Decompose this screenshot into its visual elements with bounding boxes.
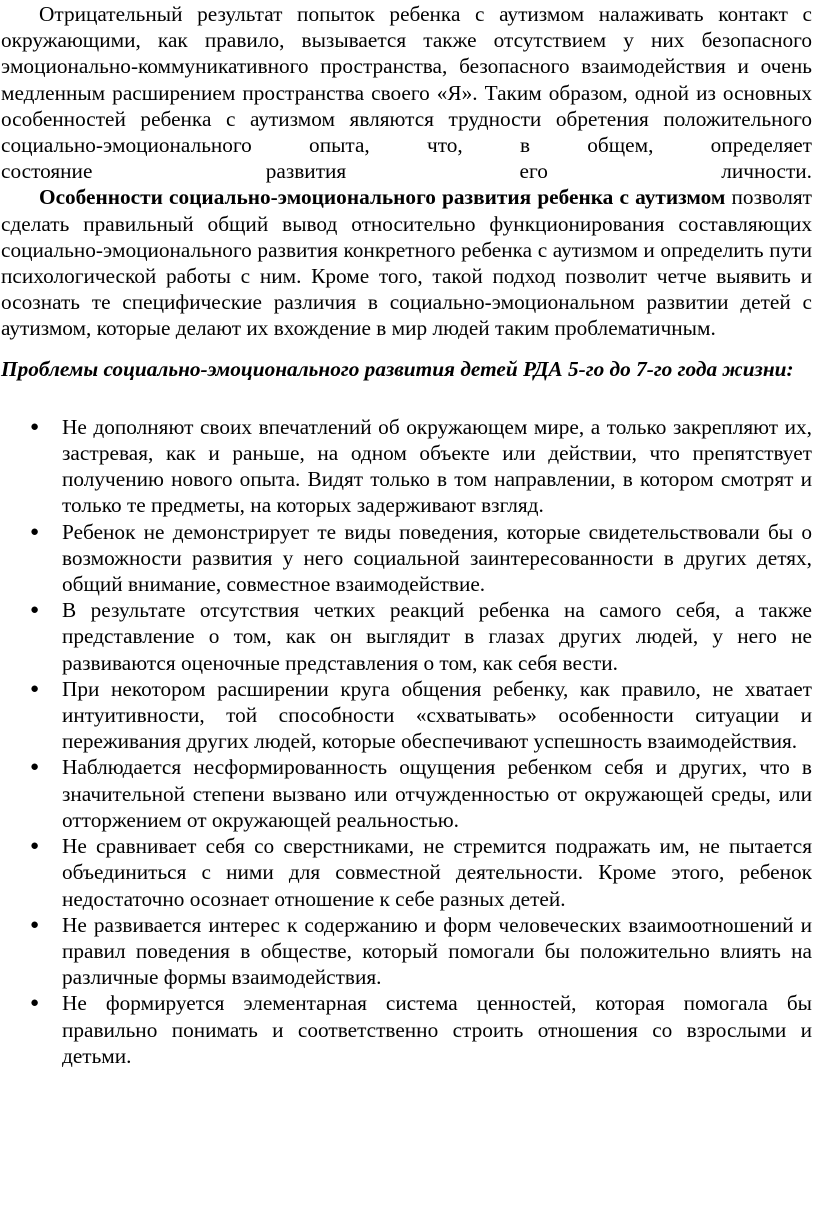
list-item [1,990,812,1069]
bullet-dot-icon: ● [30,602,40,619]
list-item [1,833,812,912]
list-item [1,912,812,991]
bullet-dot-icon: ● [30,418,40,435]
list-item [1,597,812,676]
bullet-dot-icon: ● [30,680,40,697]
list-item-text: При некотором расширении круга общения ребенку, как правило, не хватает интуитивности, той способности «схватывать» особенности ситуации и переживания других людей, которые обеспечивают успешность взаимодействия. [62,676,812,754]
list-item [1,676,812,755]
list-item-text: Не дополняют своих впечатлений об окружающем мире, а только закрепляют их, застревая, как и раньше, на одном объекте или действии, что препятствует получению нового опыта. Видят только в том направлении, в котором смотрят и только те предметы, на которых задерживают взгляд. [62,414,812,518]
bullet-dot-icon: ● [30,523,40,540]
paragraph-intro-last-line-text: состояние развития его личности. [1,159,812,184]
list-item-text: Ребенок не демонстрирует те виды поведения, которые свидетельствовали бы о возможности развития у него социальной заинтересованности в других детях, общий внимание, совместное взаимодействие. [62,519,812,597]
paragraph-features-text: позволят сделать правильный общий вывод относительно функционирования составляющих социально-эмоционального развития конкретного ребенка с аутизмом и определить пути психологической работы с ним. Кроме того, такой подход позволит четче выявить и осознать те специфические различия в социально-эмоциональном развитии детей с аутизмом, которые делают их вхождение в мир людей таким проблематичным. [1,185,812,341]
paragraph-features [1,184,812,341]
list-item-text: В результате отсутствия четких реакций ребенка на самого себя, а также представление о том, как он выглядит в глазах других людей, у него не развиваются оценочные представления о том, как себя вести. [62,598,812,675]
paragraph-intro-last-line [1,158,812,184]
list-item-text: Не сравнивает себя со сверстниками, не стремится подражать им, не пытается объединиться с ними для совместной деятельности. Кроме этого, ребенок недостаточно осознает отношение к себе разных детей. [62,834,812,911]
bullet-dot-icon: ● [30,838,40,855]
list-item [1,754,812,833]
bullet-dot-icon: ● [30,916,40,933]
section-heading: Проблемы социально-эмоционального развития детей РДА 5-го до 7-го года жизни: [1,356,794,381]
list-item [1,519,812,598]
bullet-dot-icon: ● [30,759,40,776]
problems-list [1,414,812,1069]
paragraph-intro [1,1,812,158]
bullet-dot-icon: ● [30,995,40,1012]
paragraph-features-bold-lead: Особенности социально-эмоционального развития ребенка с аутизмом [39,185,726,210]
list-item-text: Не развивается интерес к содержанию и форм человеческих взаимоотношений и правил поведения в обществе, который помогали бы положительно влиять на различные формы взаимодействия. [62,912,812,990]
list-item-text: Наблюдается несформированность ощущения ребенком себя и других, что в значительной степени вызвано или отчужденностью от окружающей среды, или отторжением от окружающей реальностью. [62,755,812,832]
paragraph-intro-text: Отрицательный результат попыток ребенка с аутизмом налаживать контакт с окружающими, как правило, вызывается также отсутствием у них безопасного эмоционально-коммуникативного пространства, безопасного взаимодействия и очень медленным расширением пространства своего «Я». Таким образом, одной из основных особенностей ребенка с аутизмом являются трудности обретения положительного социально-эмоционального опыта, что, в общем, определяет [1,2,812,158]
list-item [1,414,812,519]
list-item-text: Не формируется элементарная система ценностей, которая помогала бы правильно понимать и соответственно строить отношения со взрослыми и детьми. [62,991,812,1068]
